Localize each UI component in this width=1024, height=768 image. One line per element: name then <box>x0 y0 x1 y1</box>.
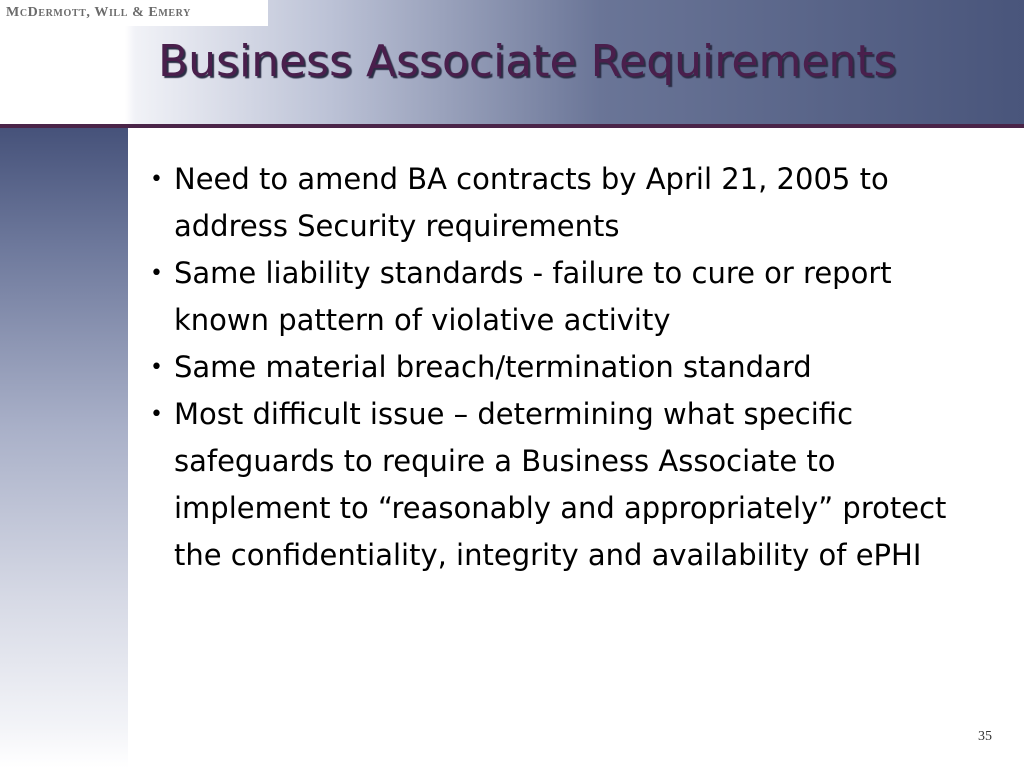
bullet-icon: • <box>150 402 163 427</box>
bullet-icon: • <box>150 355 163 380</box>
slide-title: Business Associate Requirements <box>158 36 897 87</box>
bullet-icon: • <box>150 261 163 286</box>
bullet-text: Same liability standards - failure to cure or report known pattern of violative activity <box>174 256 892 337</box>
side-band <box>0 128 128 768</box>
bullet-item <box>150 391 950 579</box>
bullet-item <box>150 250 950 344</box>
bullet-text: Same material breach/termination standard <box>174 350 812 384</box>
bullet-item <box>150 156 950 250</box>
logo-area <box>0 0 268 26</box>
bullet-text: Need to amend BA contracts by April 21, 2005 to address Security requirements <box>174 162 889 243</box>
page-number: 35 <box>978 729 992 744</box>
title-divider <box>0 124 1024 128</box>
firm-logo-text: McDermott, Will & Emery <box>6 5 191 20</box>
bullet-text: Most difficult issue – determining what specific safeguards to require a Business Associate to implement to “reasonably and appropriately” protect the confidentiality, integrity and availability of ePHI <box>174 397 947 572</box>
bullet-icon: • <box>150 167 163 192</box>
bullet-list <box>150 156 950 579</box>
bullet-item <box>150 344 950 391</box>
